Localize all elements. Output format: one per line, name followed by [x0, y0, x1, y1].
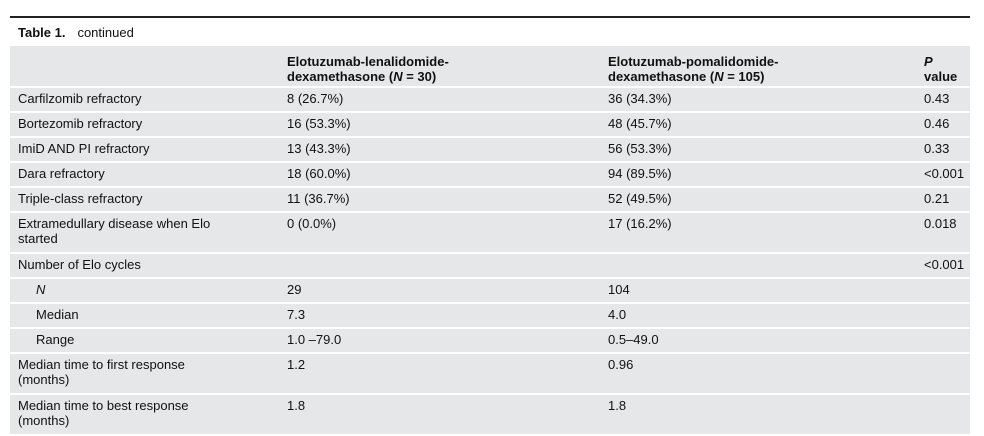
cell-elo-rd: 13 (43.3%) — [279, 136, 600, 161]
row-label: Range — [10, 327, 279, 352]
cell-elo-rd: 1.2 — [279, 352, 600, 393]
cell-elo-rd: 16 (53.3%) — [279, 111, 600, 136]
cell-elo-pd: 56 (53.3%) — [600, 136, 916, 161]
row-label-line1: Extramedullary disease when Elo — [18, 216, 211, 231]
cell-elo-rd: 18 (60.0%) — [279, 161, 600, 186]
cell-p-value: 0.46 — [916, 111, 970, 136]
table-row — [10, 136, 970, 161]
row-label: Carfilzomib refractory — [10, 86, 279, 111]
header-elo-rd-line2b: = 30) — [402, 69, 437, 84]
table-row — [10, 211, 970, 252]
table-row — [10, 252, 970, 277]
row-label: Median — [10, 302, 279, 327]
cell-p-value — [916, 352, 970, 393]
cell-p-value — [916, 393, 970, 434]
header-elo-pd-n-symbol: N — [714, 69, 724, 84]
cell-p-value — [916, 327, 970, 352]
cell-elo-pd: 94 (89.5%) — [600, 161, 916, 186]
cell-elo-rd — [279, 252, 600, 277]
row-label: Number of Elo cycles — [10, 252, 279, 277]
table-row — [10, 327, 970, 352]
cell-p-value: 0.43 — [916, 86, 970, 111]
table-row — [10, 86, 970, 111]
cell-p-value: 0.33 — [916, 136, 970, 161]
cell-elo-pd: 36 (34.3%) — [600, 86, 916, 111]
header-elo-rd-line1: Elotuzumab-lenalidomide- — [287, 54, 449, 69]
header-cell-elo-rd — [279, 46, 600, 86]
cell-elo-pd: 1.8 — [600, 393, 916, 434]
cell-elo-pd: 48 (45.7%) — [600, 111, 916, 136]
cell-elo-pd: 104 — [600, 277, 916, 302]
row-label: Bortezomib refractory — [10, 111, 279, 136]
table-row — [10, 161, 970, 186]
row-label-line2: (months) — [18, 372, 70, 387]
row-label — [10, 352, 279, 393]
row-label — [10, 393, 279, 434]
table-row — [10, 277, 970, 302]
cell-p-value: <0.001 — [916, 161, 970, 186]
cell-elo-rd: 8 (26.7%) — [279, 86, 600, 111]
table-row — [10, 111, 970, 136]
cell-elo-rd: 11 (36.7%) — [279, 186, 600, 211]
header-elo-pd-line1: Elotuzumab-pomalidomide- — [608, 54, 779, 69]
header-elo-pd-line2a: dexamethasone ( — [608, 69, 715, 84]
table-caption — [10, 18, 970, 46]
table-row — [10, 352, 970, 393]
row-label: N — [10, 277, 279, 302]
cell-elo-pd: 0.5–49.0 — [600, 327, 916, 352]
row-label-line1: Median time to first response — [18, 357, 185, 372]
header-row — [10, 46, 970, 86]
cell-elo-rd: 29 — [279, 277, 600, 302]
row-label: Dara refractory — [10, 161, 279, 186]
cell-elo-pd: 4.0 — [600, 302, 916, 327]
row-label-line1: Median time to best response — [18, 398, 189, 413]
header-elo-rd-n-symbol: N — [393, 69, 403, 84]
cell-elo-rd: 7.3 — [279, 302, 600, 327]
table-caption-text: continued — [77, 24, 134, 40]
cell-p-value: 0.21 — [916, 186, 970, 211]
header-cell-characteristic — [10, 46, 279, 86]
table-container — [10, 16, 970, 434]
cell-p-value: 0.018 — [916, 211, 970, 252]
header-elo-rd-line2a: dexamethasone ( — [287, 69, 394, 84]
header-p-symbol: P — [924, 54, 933, 69]
row-label-line2: started — [18, 231, 58, 246]
row-label-line2: (months) — [18, 413, 70, 428]
table-row — [10, 302, 970, 327]
header-cell-elo-pd — [600, 46, 916, 86]
cell-elo-pd: 52 (49.5%) — [600, 186, 916, 211]
row-label: Triple-class refractory — [10, 186, 279, 211]
header-p-rest: value — [924, 69, 958, 84]
table-row — [10, 186, 970, 211]
cell-p-value — [916, 302, 970, 327]
data-table — [10, 46, 970, 434]
cell-elo-rd: 1.0 –79.0 — [279, 327, 600, 352]
cell-elo-rd: 1.8 — [279, 393, 600, 434]
row-label — [10, 211, 279, 252]
table-label: Table 1. — [18, 24, 66, 40]
header-cell-p-value — [916, 46, 970, 86]
cell-elo-pd: 17 (16.2%) — [600, 211, 916, 252]
row-label: ImiD AND PI refractory — [10, 136, 279, 161]
table-row — [10, 393, 970, 434]
header-elo-pd-line2b: = 105) — [723, 69, 765, 84]
cell-p-value — [916, 277, 970, 302]
cell-elo-rd: 0 (0.0%) — [279, 211, 600, 252]
cell-p-value: <0.001 — [916, 252, 970, 277]
cell-elo-pd — [600, 252, 916, 277]
cell-elo-pd: 0.96 — [600, 352, 916, 393]
